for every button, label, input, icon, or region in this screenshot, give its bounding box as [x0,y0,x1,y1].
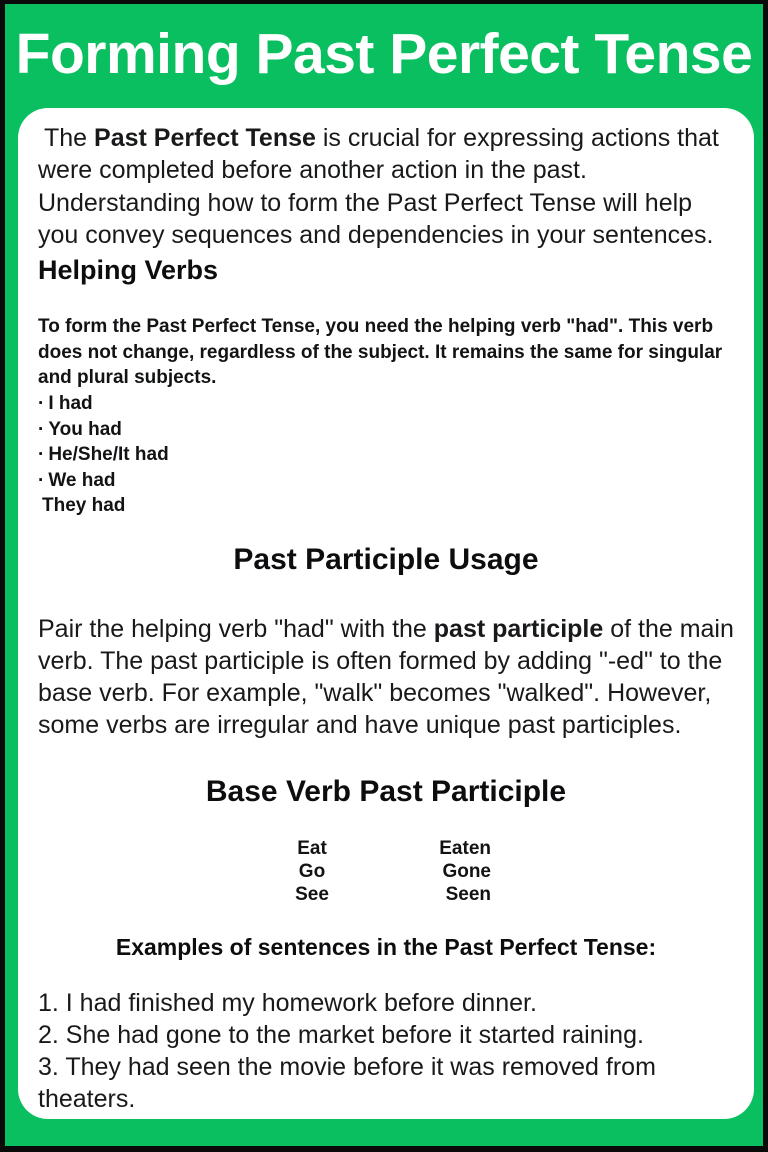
list-item: 1. I had finished my homework before dinner. [38,988,537,1017]
intro-bold-term: Past Perfect Tense [94,124,316,152]
helping-verbs-list [38,391,734,518]
table-cell-base: See [295,883,329,905]
bullet-icon: · [38,469,45,491]
bullet-icon: · [38,393,45,415]
list-item-label: I had [48,393,93,415]
table-cell-base: Go [298,860,326,882]
list-item [38,493,734,518]
table-cell-participle: Eaten [439,837,491,859]
list-item [38,468,734,493]
examples-heading: Examples of sentences in the Past Perfect Tense: [115,933,657,960]
verb-table-participle-column [429,838,491,907]
list-item-label: We had [48,469,116,491]
list-item-label: They had [42,495,126,517]
participle-text-after: of the main verb. The past participle is often formed by adding "-ed" to the base verb. For example, "walk" becomes "walked". However, some verbs are irregular and have unique past participles. [38,614,734,740]
verb-table-base-column [281,838,343,907]
list-item [38,391,734,416]
intro-text-before: The [44,124,95,152]
verb-table [38,838,734,907]
intro-paragraph [38,122,734,251]
past-participle-paragraph [38,613,734,742]
table-cell-base: Eat [297,837,327,859]
list-item-label: He/She/It had [48,444,169,466]
list-item-label: You had [48,418,122,440]
list-item: 2. She had gone to the market before it started raining. [38,1020,644,1049]
examples-list [38,987,734,1116]
list-item [38,442,734,467]
table-cell-participle: Gone [442,860,491,882]
participle-bold-term: past participle [433,614,604,643]
list-item: 3. They had seen the movie before it was removed from theaters. [38,1053,656,1114]
participle-text-before: Pair the helping verb "had" with the [38,614,434,643]
content-card [18,108,754,1119]
table-cell-participle: Seen [445,883,491,905]
helping-verbs-paragraph: To form the Past Perfect Tense, you need the helping verb "had". This verb does not change, regardless of the subject. It remains the same for singular and plural subjects. [38,316,723,388]
bullet-icon: · [38,418,45,440]
page-title: Forming Past Perfect Tense [15,21,753,86]
list-item [38,417,734,442]
helping-verbs-heading: Helping Verbs [38,255,219,285]
bullet-icon: · [38,444,45,466]
intro-text-after: is crucial for expressing actions that were completed before another action in the past. Understanding how to form the Past Perfect Tense will help you convey sequences and dependencies in your sentences. [38,124,719,249]
past-participle-heading: Past Participle Usage [233,542,539,576]
header-band [5,4,763,104]
verb-table-heading: Base Verb Past Participle [205,774,567,808]
